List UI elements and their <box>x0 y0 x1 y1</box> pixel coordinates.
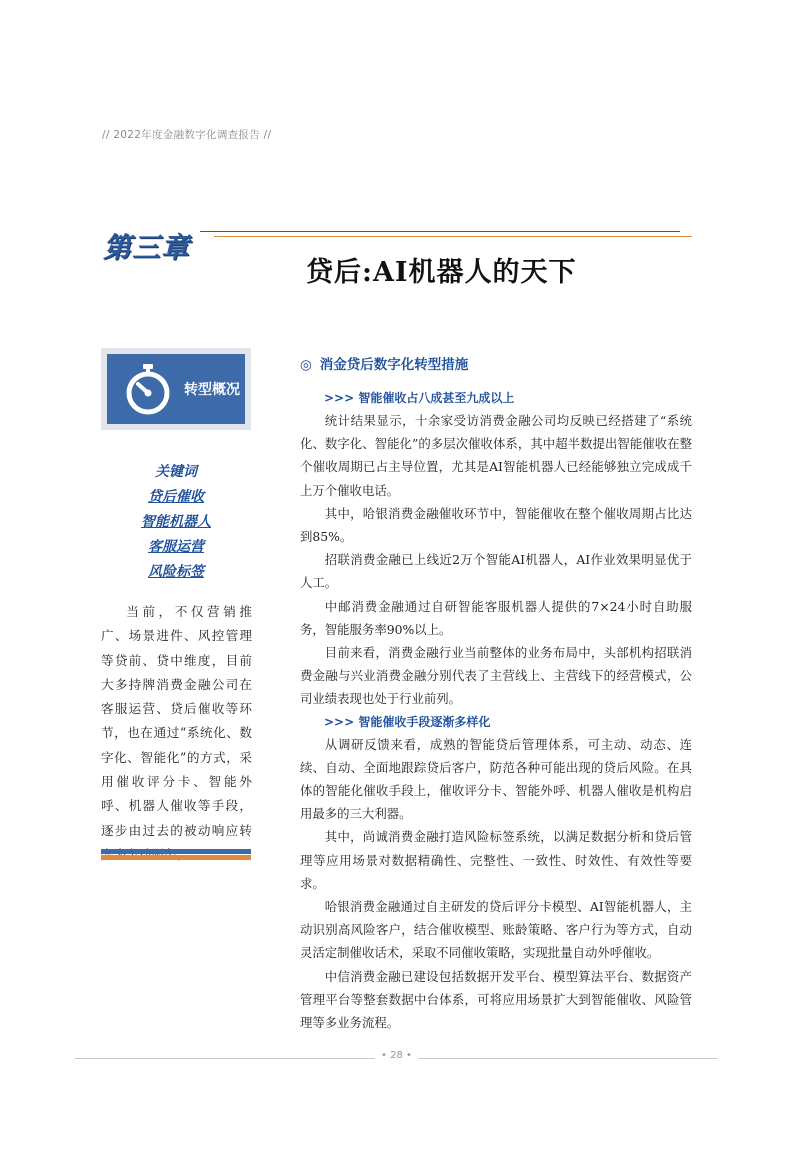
main-column <box>300 355 692 1034</box>
running-header: // 2022年度金融数字化调查报告 // <box>102 129 272 141</box>
paragraph: 其中，尚诚消费金融打造风险标签系统，以满足数据分析和贷后管理等应用场景对数据精确性、完整性、一致性、时效性、有效性等要求。 <box>300 829 692 891</box>
paragraph: 招联消费金融已上线近2万个智能AI机器人，AI作业效果明显优于人工。 <box>300 552 692 591</box>
sidebar-bar-blue <box>101 849 251 854</box>
footer-rule-left <box>75 1058 375 1059</box>
paragraph: 目前来看，消费金融行业当前整体的业务布局中，头部机构招联消费金融与兴业消费金融分别代表了主营线上、主营线下的经营模式，公司业绩表现也处于行业前列。 <box>300 645 692 707</box>
sub-heading-2: >>> 智能催收手段逐渐多样化 <box>324 714 491 729</box>
header-rule-orange <box>214 236 692 237</box>
footer-rule-right <box>418 1058 718 1059</box>
keyword-item[interactable]: 客服运营 <box>148 539 204 555</box>
keyword-item[interactable]: 智能机器人 <box>141 514 211 530</box>
sub-heading-1: >>> 智能催收占八成甚至九成以上 <box>324 391 515 405</box>
sidebar-bar-orange <box>101 855 251 860</box>
paragraph: 其中，哈银消费金融催收环节中，智能催收在整个催收周期占比达到85%。 <box>300 505 692 545</box>
paragraph: 从调研反馈来看，成熟的智能贷后管理体系，可主动、动态、连续、自动、全面地跟踪贷后客户，防范各种可能出现的贷后风险。在具体的智能化催收手段上，催收评分卡、智能外呼、机器人催收是机构启用最多的三大利器。 <box>300 736 692 822</box>
keyword-item[interactable]: 风险标签 <box>148 564 204 580</box>
paragraph: 中信消费金融已建设包括数据开发平台、模型算法平台、数据资产管理平台等整套数据中台体系，可将应用场景扩大到智能催收、风险管理等多业务流程。 <box>300 968 692 1031</box>
keywords-list <box>101 460 251 585</box>
overview-box <box>101 348 251 430</box>
chapter-title: 贷后:AI机器人的天下 <box>306 257 577 288</box>
keywords-heading: 关键词 <box>155 464 197 480</box>
chapter-number: 第三章 <box>103 231 191 264</box>
section-heading <box>300 355 692 375</box>
section-heading-text: 消金贷后数字化转型措施 <box>319 357 469 373</box>
keyword-item[interactable]: 贷后催收 <box>148 489 204 505</box>
overview-label: 转型概况 <box>184 382 240 398</box>
paragraph: 统计结果显示，十余家受访消费金融公司均反映已经搭建了“系统化、数字化、智能化”的多层次催收体系，其中超半数提出智能催收在整个催收周期已占主导位置，尤其是AI智能机器人已经能够独立完成成千上万个催收电话。 <box>300 413 692 498</box>
paragraph: 中邮消费金融通过自研智能客服机器人提供的7×24小时自助服务，智能服务率90%以上。 <box>300 598 692 637</box>
overview-panel <box>107 354 245 424</box>
sidebar-summary: 当前，不仅营销推广、场景进件、风控管理等贷前、贷中维度，目前大多持牌消费金融公司在客服运营、贷后催收等环节，也在通过“系统化、数字化、智能化”的方式，采用催收评分卡、智能外呼、机器人催收等手段，逐步由过去的被动响应转 <box>101 604 252 838</box>
paragraph: 哈银消费金融通过自主研发的贷后评分卡模型、AI智能机器人，主动识别高风险客户，结合催收模型、账龄策略、客户行为等方式，自动灵活定制催收话术，采取不同催收策略，实现批量自动外呼催收。 <box>300 899 692 961</box>
section-mark: ◎ <box>300 357 312 373</box>
stopwatch-icon <box>124 363 172 415</box>
page-number: • 28 • <box>381 1050 412 1061</box>
header-rule-blue <box>200 231 680 232</box>
